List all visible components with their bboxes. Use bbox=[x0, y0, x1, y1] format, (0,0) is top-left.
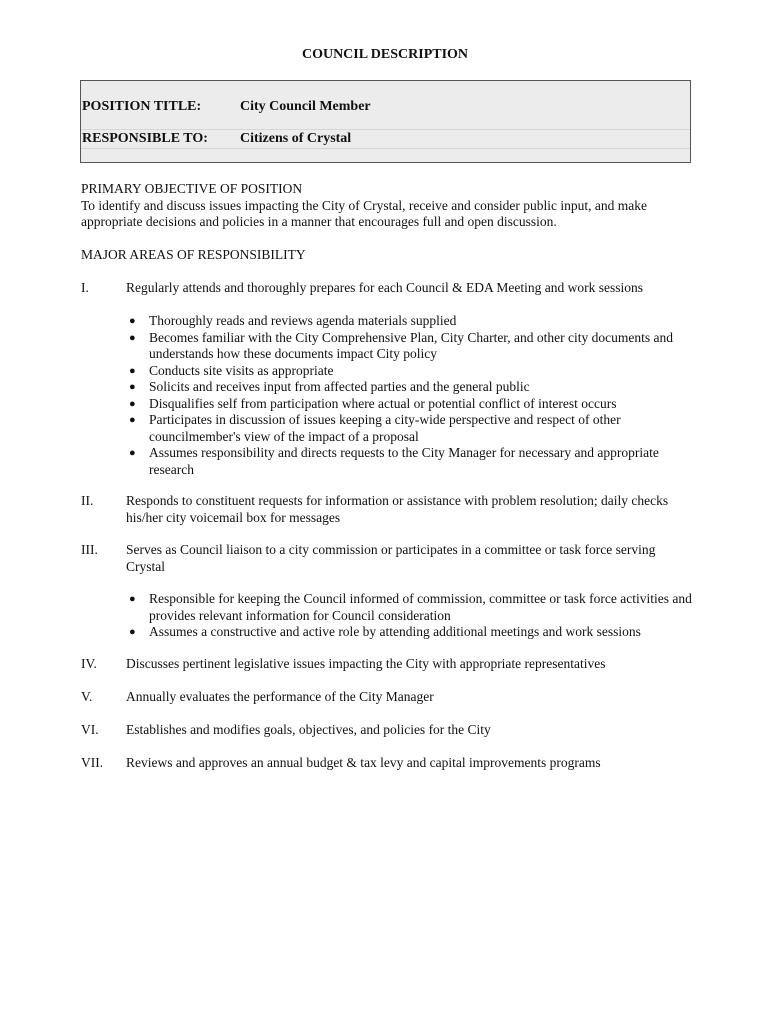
item-number: III. bbox=[81, 542, 98, 557]
list-item bbox=[126, 330, 696, 363]
item-text: Discusses pertinent legislative issues impacting the City with appropriate representatives bbox=[126, 656, 606, 671]
bullet-icon: ● bbox=[129, 315, 136, 327]
bullet-text: Becomes familiar with the City Comprehensive Plan, City Charter, and other city documents and understands how these documents impact City policy bbox=[149, 329, 673, 361]
bullet-icon: ● bbox=[129, 593, 136, 605]
list-item bbox=[126, 379, 696, 396]
bullet-text: Assumes a constructive and active role by attending additional meetings and work sessions bbox=[149, 624, 641, 639]
objective-text: To identify and discuss issues impacting the City of Crystal, receive and consider public input, and make appropriate decisions and policies in a manner that encourages full and open discussion. bbox=[81, 197, 647, 229]
list-item bbox=[126, 313, 696, 330]
responsible-to-label: RESPONSIBLE TO: bbox=[82, 131, 208, 146]
item-3-bullet-list bbox=[126, 591, 696, 641]
list-item bbox=[126, 363, 696, 380]
item-1-bullet-list bbox=[126, 313, 696, 478]
item-number: IV. bbox=[81, 656, 97, 671]
bullet-text: Responsible for keeping the Council informed of commission, committee or task force activities and provides relevant information for Council consideration bbox=[149, 591, 692, 623]
bullet-icon: ● bbox=[129, 364, 136, 377]
item-text: Reviews and approves an annual budget & tax levy and capital improvements programs bbox=[126, 755, 601, 770]
list-item bbox=[126, 445, 696, 478]
list-item bbox=[126, 412, 696, 445]
item-text: Annually evaluates the performance of the City Manager bbox=[126, 689, 434, 704]
bullet-icon: ● bbox=[129, 414, 136, 426]
item-number: VI. bbox=[81, 722, 99, 737]
bullet-icon: ● bbox=[129, 447, 136, 459]
item-number: V. bbox=[81, 689, 93, 704]
position-info-box bbox=[80, 80, 691, 163]
bullet-icon: ● bbox=[129, 331, 136, 344]
position-title-label: POSITION TITLE: bbox=[82, 99, 202, 114]
item-text: Responds to constituent requests for information or assistance with problem resolution; daily checks his/her city voicemail box for messages bbox=[126, 493, 669, 525]
item-text: Serves as Council liaison to a city commission or participates in a committee or task force serving Crystal bbox=[126, 542, 656, 574]
document-title: COUNCIL DESCRIPTION bbox=[301, 47, 469, 62]
position-title-value: City Council Member bbox=[240, 99, 371, 114]
objective-section bbox=[81, 181, 681, 231]
item-number: II. bbox=[81, 493, 94, 508]
list-item bbox=[126, 624, 696, 641]
bullet-text: Assumes responsibility and directs requests to the City Manager for necessary and appropriate research bbox=[149, 445, 659, 477]
bullet-text: Conducts site visits as appropriate bbox=[149, 362, 334, 378]
list-item bbox=[126, 396, 696, 413]
bullet-icon: ● bbox=[129, 397, 136, 410]
list-item bbox=[126, 591, 696, 624]
bullet-icon: ● bbox=[129, 626, 136, 638]
bullet-text: Thoroughly reads and reviews agenda materials supplied bbox=[149, 313, 457, 328]
areas-heading: MAJOR AREAS OF RESPONSIBILITY bbox=[81, 247, 306, 262]
item-text: Establishes and modifies goals, objectives, and policies for the City bbox=[126, 722, 491, 737]
bullet-icon: ● bbox=[129, 381, 136, 393]
bullet-text: Disqualifies self from participation where actual or potential conflict of interest occurs bbox=[149, 395, 617, 411]
objective-heading: PRIMARY OBJECTIVE OF POSITION bbox=[81, 181, 303, 196]
responsible-to-value: Citizens of Crystal bbox=[240, 131, 352, 146]
item-number: I. bbox=[81, 280, 89, 295]
bullet-text: Solicits and receives input from affected parties and the general public bbox=[149, 379, 530, 394]
bullet-text: Participates in discussion of issues keeping a city-wide perspective and respect of other councilmember's view of the impact of a proposal bbox=[149, 412, 621, 444]
item-number: VII. bbox=[81, 755, 104, 770]
item-text: Regularly attends and thoroughly prepares for each Council & EDA Meeting and work sessions bbox=[126, 280, 644, 295]
